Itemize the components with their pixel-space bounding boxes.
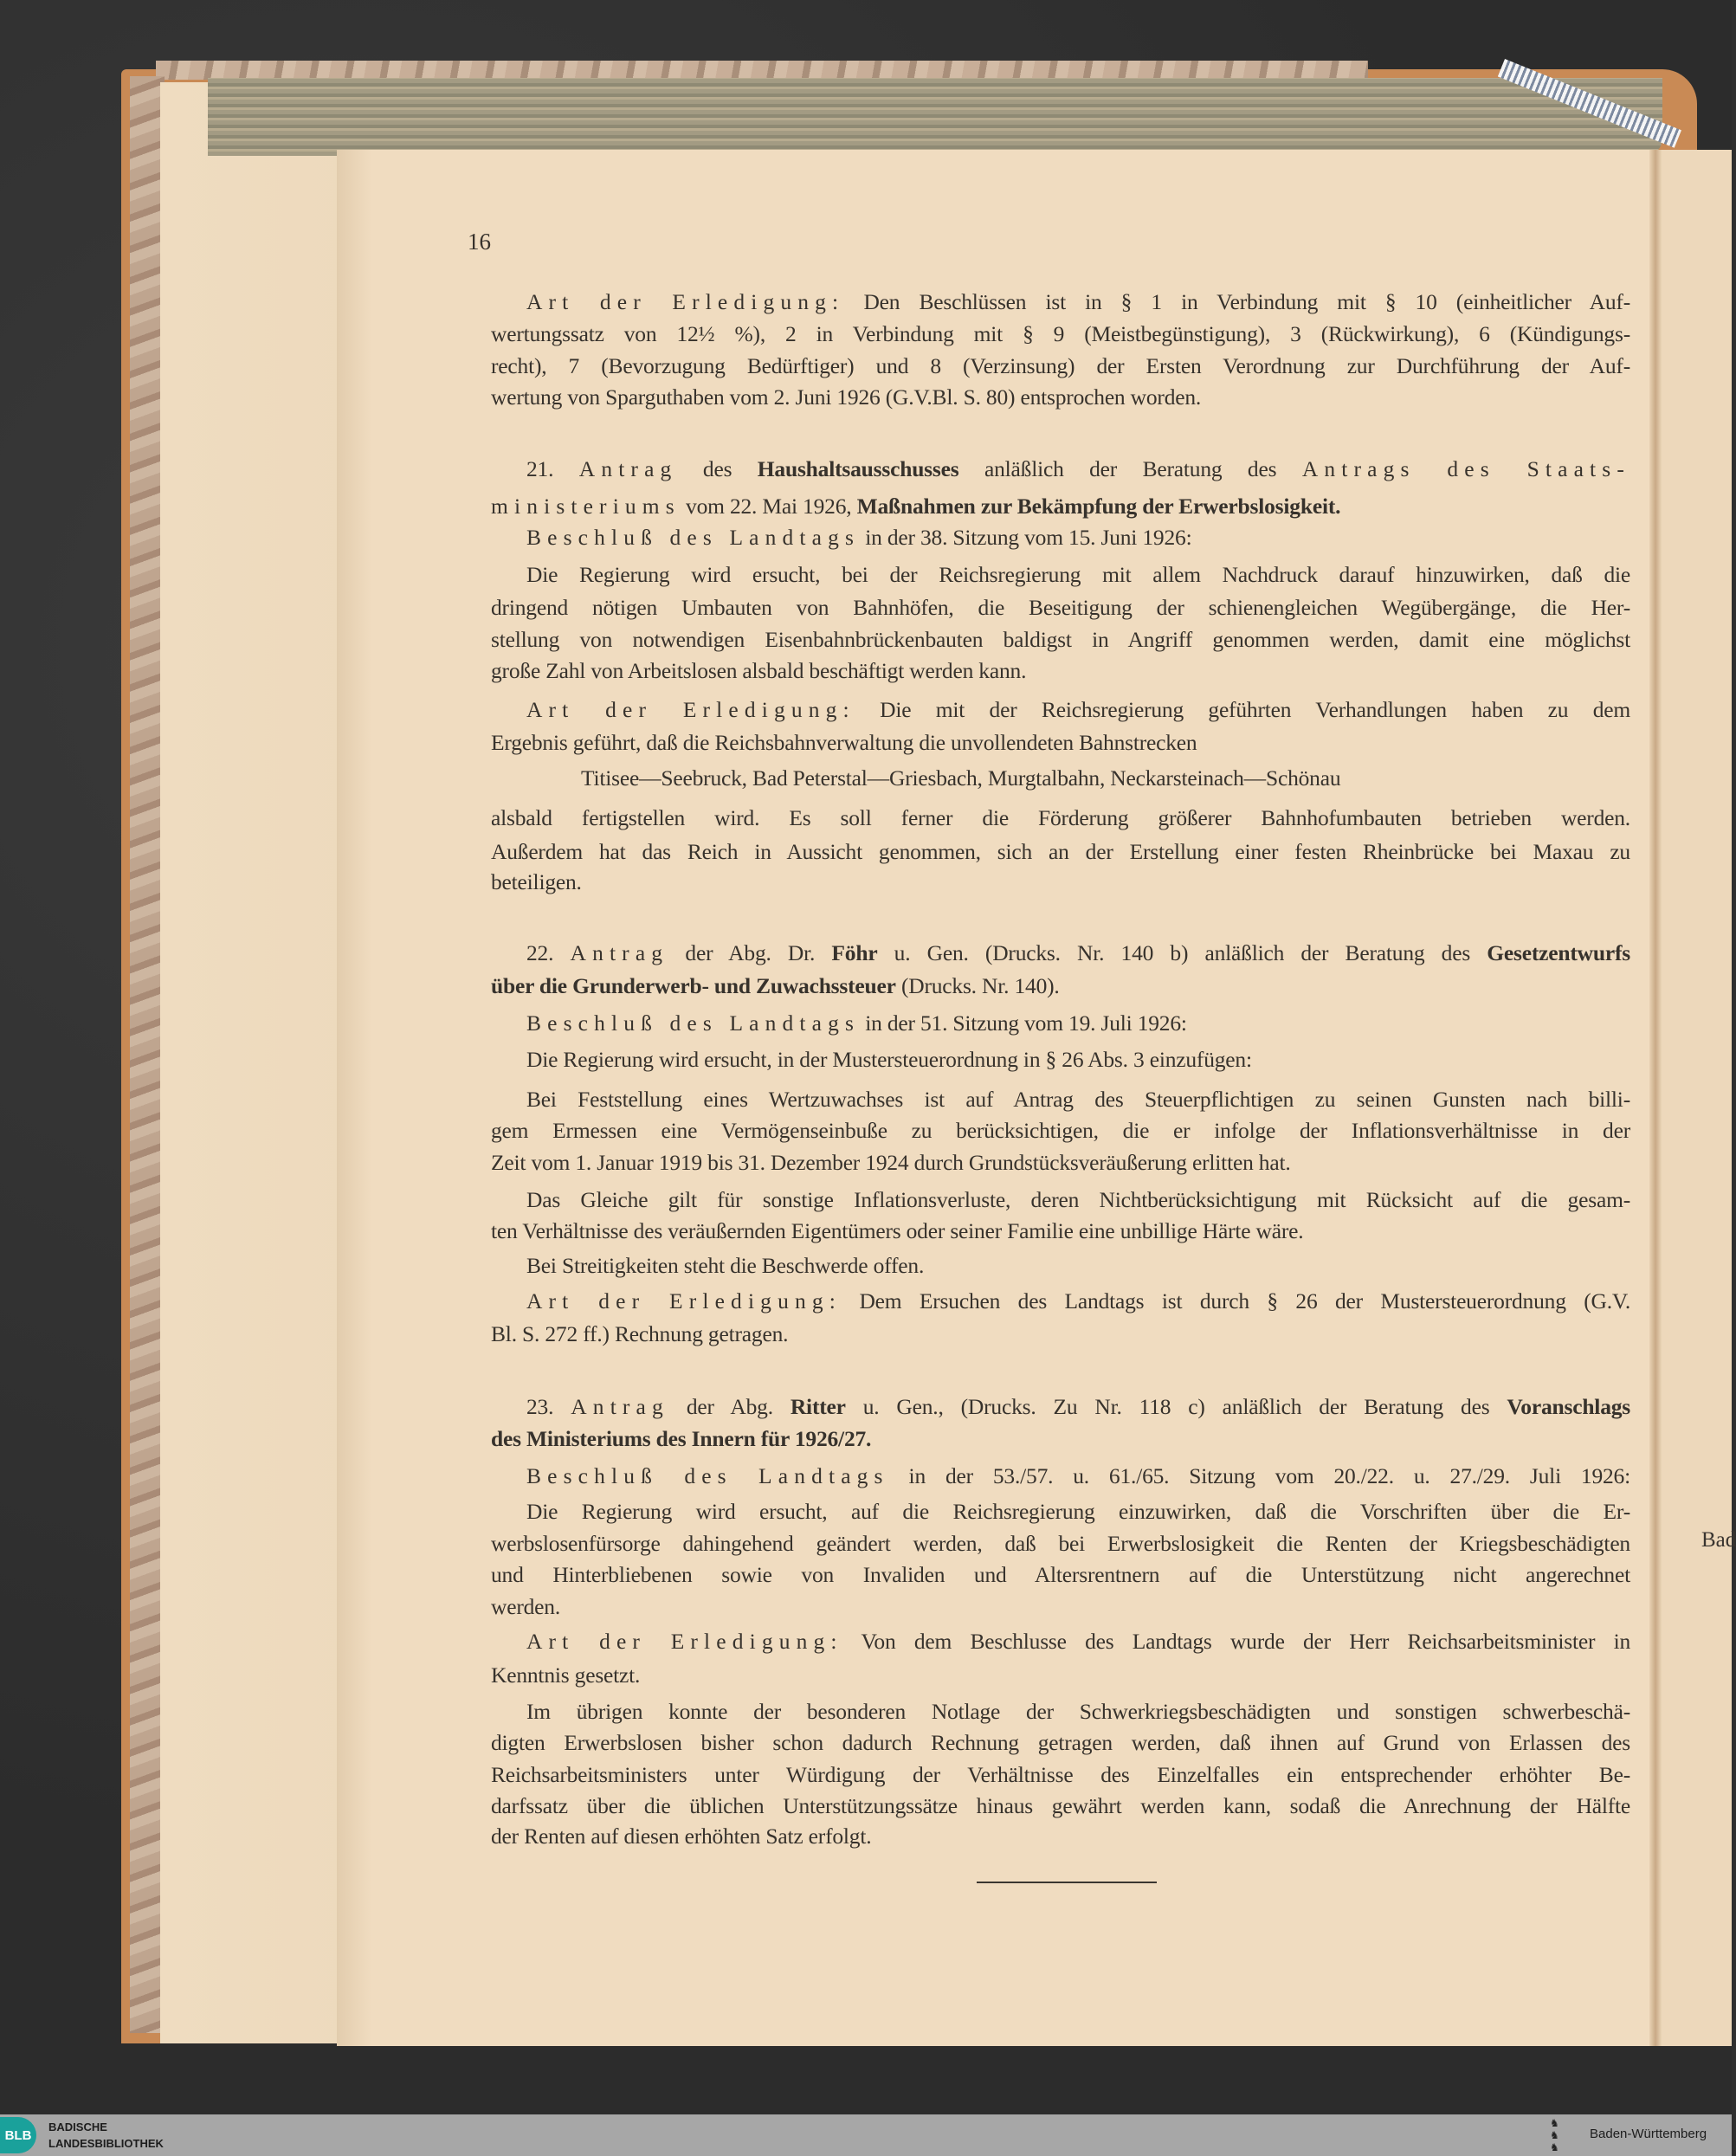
text-segment: Bei Feststellung eines Wertzuwachses ist auf Antrag des Steuerpflichtigen zu seinen Gunsten nach billi- (526, 1087, 1630, 1112)
text-segment: werbslosenfürsorge dahingehend geändert werden, daß bei Erwerbslosigkeit die Renten der Kriegsbeschädigten (491, 1531, 1630, 1556)
text-line (491, 1148, 1291, 1178)
text-line (491, 728, 1197, 758)
text-segment: 22. (526, 940, 571, 965)
text-segment: 23. (526, 1394, 571, 1419)
book-cover-marbled-edge (156, 61, 1368, 80)
bold-phrase: Gesetzentwurfs (1487, 940, 1631, 965)
text-segment: ten Verhältnisse des veräußernden Eigentümers oder seiner Familie eine unbillige Härte wäre. (491, 1218, 1304, 1243)
text-segment: Außerdem hat das Reich in Aussicht genommen, sich an der Erstellung einer festen Rheinbrücke bei Maxau zu (491, 839, 1630, 864)
text-line (526, 560, 1630, 590)
bold-phrase: Maßnahmen zur Bekämpfung der Erwerbslosigkeit. (856, 494, 1341, 519)
facing-page-text-fragment: Bad (1701, 1528, 1736, 1552)
text-segment: große Zahl von Arbeitslosen alsbald beschäftigt werden kann. (491, 658, 1027, 683)
text-line (526, 1185, 1630, 1215)
text-segment: anläßlich der Beratung des (958, 456, 1302, 481)
page-shadow (337, 150, 371, 2046)
text-line (526, 1627, 1630, 1656)
spaced-phrase: Beschluß des Landtags (526, 1010, 861, 1036)
bold-phrase: des Ministeriums des Innern für 1926/27. (491, 1426, 872, 1451)
text-line (491, 320, 1630, 349)
text-line (491, 1791, 1630, 1821)
text-segment: u. Gen., (Drucks. Zu Nr. 118 c) anläßlich der Beratung des (845, 1394, 1507, 1419)
text-segment: stellung von notwendigen Eisenbahnbrückenbauten baldigst in Angriff genommen werden, damit eine möglichst (491, 627, 1630, 652)
text-segment: vom 22. Mai 1926, (680, 494, 857, 519)
text-line (526, 523, 1191, 552)
text-line (526, 1085, 1630, 1114)
text-segment: digten Erwerbslosen bisher schon dadurch Rechnung getragen werden, daß ihnen auf Grund von Erlassen des (491, 1730, 1630, 1755)
blb-logo-text: BLB (4, 2127, 32, 2143)
spaced-phrase: Art der Erledigung: (526, 1288, 842, 1314)
facing-page (1662, 150, 1736, 2046)
text-segment: Die Regierung wird ersucht, in der Mustersteuerordnung in § 26 Abs. 3 einzufügen: (526, 1047, 1252, 1072)
text-segment: 21. (526, 456, 579, 481)
text-segment: Bl. S. 272 ff.) Rechnung getragen. (491, 1321, 789, 1346)
text-line (491, 804, 1630, 833)
library-name-line2: LANDESBIBLIOTHEK (48, 2137, 164, 2150)
text-line (491, 1116, 1630, 1146)
text-line (491, 492, 1340, 521)
text-line (491, 1217, 1303, 1246)
text-segment: der Abg. (668, 1394, 791, 1419)
page-number: 16 (468, 229, 491, 255)
text-segment: Von dem Beschlusse des Landtags wurde der Herr Reichsarbeitsminister in (842, 1629, 1631, 1654)
text-line (491, 1592, 560, 1622)
bold-phrase: über die Grunderwerb- und Zuwachssteuer (491, 973, 896, 998)
text-segment: Den Beschlüssen ist in § 1 in Verbindung mit § 10 (einheitlicher Auf- (844, 289, 1631, 314)
text-line (526, 1251, 924, 1281)
text-line (526, 1697, 1630, 1727)
text-segment: darfssatz über die üblichen Unterstützungssätze hinaus gewährt werden kann, sodaß die Anrechnung der Hälfte (491, 1793, 1630, 1818)
text-line (526, 939, 1630, 968)
text-line (491, 1320, 788, 1349)
text-segment: werden. (491, 1594, 561, 1619)
text-line (526, 1462, 1630, 1491)
text-line (491, 383, 1201, 412)
spaced-phrase: Art der Erledigung: (526, 289, 845, 314)
text-line (491, 352, 1630, 381)
text-segment: Zeit vom 1. Januar 1919 bis 31. Dezember 1924 durch Grundstücksveräußerung erlitten hat. (491, 1150, 1291, 1175)
text-segment: Die Regierung wird ersucht, auf die Reichsregierung einzuwirken, daß die Vorschriften über die Er- (526, 1499, 1630, 1524)
text-segment: Die mit der Reichsregierung geführten Verhandlungen haben zu dem (855, 697, 1630, 722)
text-segment: Titisee—Seebruck, Bad Peterstal—Griesbach, Murgtalbahn, Neckarsteinach—Schönau (581, 765, 1341, 791)
text-segment: Im übrigen konnte der besonderen Notlage der Schwerkriegsbeschädigten und sonstigen schwerbeschä- (526, 1699, 1630, 1724)
text-line (526, 1287, 1630, 1316)
text-line (491, 593, 1630, 623)
library-name-line1: BADISCHE (48, 2120, 107, 2133)
spaced-phrase: Beschluß des Landtags (526, 1463, 889, 1488)
spaced-phrase: Art der Erledigung: (526, 697, 855, 722)
text-segment: Die Regierung wird ersucht, bei der Reichsregierung mit allem Nachdruck darauf hinzuwirken, daß die (526, 562, 1630, 587)
footer-bar (0, 2114, 1732, 2156)
spaced-phrase: Antrag (578, 456, 678, 481)
text-line (581, 764, 1340, 793)
bold-phrase: Voranschlags (1507, 1394, 1631, 1419)
text-line (491, 971, 1060, 1001)
bold-phrase: Haushaltsausschusses (757, 456, 959, 481)
spaced-phrase: Antrags des Staats- (1301, 456, 1630, 481)
blb-logo[interactable] (0, 2117, 36, 2153)
text-line (491, 1560, 1630, 1590)
text-segment: recht), 7 (Bevorzugung Bedürftiger) und 8 (Verzinsung) der Ersten Verordnung zur Durchführung der Auf- (491, 353, 1630, 378)
text-segment: dringend nötigen Umbauten von Bahnhöfen, die Beseitigung der schienengleichen Wegübergänge, die Her- (491, 595, 1630, 620)
text-segment: beteiligen. (491, 869, 582, 894)
text-segment: in der 51. Sitzung vom 19. Juli 1926: (860, 1010, 1187, 1036)
text-line (491, 1822, 871, 1851)
text-segment: Kenntnis gesetzt. (491, 1662, 641, 1688)
book-spine-marbled-edge (130, 76, 165, 2033)
text-line (491, 656, 1026, 686)
spaced-phrase: Art der Erledigung: (526, 1629, 843, 1654)
text-line (526, 1009, 1187, 1038)
text-segment: Dem Ersuchen des Landtags ist durch § 26 der Mustersteuerordnung (G.V. (841, 1288, 1631, 1314)
text-line (526, 1045, 1252, 1075)
text-segment: u. Gen. (Drucks. Nr. 140 b) anläßlich der Beratung des (877, 940, 1488, 965)
text-segment: Reichsarbeitsministers unter Würdigung der Verhältnisse des Einzelfalles ein entsprechender erhöhter Be- (491, 1762, 1630, 1787)
bold-phrase: Ritter (790, 1394, 846, 1419)
text-segment: wertung von Sparguthaben vom 2. Juni 1926 (G.V.Bl. S. 80) entsprochen worden. (491, 384, 1202, 410)
text-segment: alsbald fertigstellen wird. Es soll ferner die Förderung größerer Bahnhofumbauten betrieben werden. (491, 805, 1630, 830)
text-line (526, 695, 1630, 725)
text-line (526, 1392, 1630, 1422)
text-line (491, 837, 1630, 867)
text-segment: des (677, 456, 758, 481)
state-name-logo[interactable]: Baden-Württemberg (1590, 2127, 1707, 2141)
text-line (491, 625, 1630, 655)
text-segment: der Renten auf diesen erhöhten Satz erfolgt. (491, 1824, 872, 1849)
text-line (526, 287, 1630, 317)
text-line (491, 1760, 1630, 1790)
book-gutter (1649, 150, 1662, 2046)
text-line (526, 455, 1630, 484)
text-line (491, 1529, 1630, 1559)
bold-phrase: Föhr (831, 940, 878, 965)
text-segment: (Drucks. Nr. 140). (895, 973, 1060, 998)
text-segment: Bei Streitigkeiten steht die Beschwerde offen. (526, 1253, 925, 1278)
text-line (491, 1424, 871, 1454)
text-segment: in der 38. Sitzung vom 15. Juni 1926: (860, 525, 1192, 550)
text-segment: der Abg. Dr. (668, 940, 832, 965)
text-line (491, 1728, 1630, 1758)
spaced-phrase: Antrag (571, 1394, 669, 1419)
page-top-edges (208, 78, 1662, 156)
spaced-phrase: ministeriums (491, 494, 681, 519)
text-segment: gem Ermessen eine Vermögenseinbuße zu berücksichtigen, die er infolge der Inflationsverhältnisse in der (491, 1118, 1630, 1143)
text-line (491, 868, 582, 897)
end-rule-divider (977, 1882, 1157, 1883)
lions-coat-of-arms-icon: ♞ ♞ ♞ (1550, 2117, 1559, 2153)
spaced-phrase: Beschluß des Landtags (526, 525, 861, 550)
text-segment: und Hinterbliebenen sowie von Invaliden und Altersrentnern auf die Unterstützung nicht angerechnet (491, 1562, 1630, 1587)
text-line (526, 1497, 1630, 1527)
text-line (491, 1661, 640, 1690)
text-segment: Das Gleiche gilt für sonstige Inflationsverluste, deren Nichtberücksichtigung mit Rücksicht auf die gesam- (526, 1187, 1630, 1212)
text-segment: in der 53./57. u. 61./65. Sitzung vom 20./22. u. 27./29. Juli 1926: (888, 1463, 1630, 1488)
spaced-phrase: Antrag (570, 940, 669, 965)
library-name[interactable] (48, 2119, 164, 2152)
text-segment: Ergebnis geführt, daß die Reichsbahnverwaltung die unvollendeten Bahnstrecken (491, 730, 1197, 755)
text-segment: wertungssatz von 12½ %), 2 in Verbindung mit § 9 (Meistbegünstigung), 3 (Rückwirkung), 6 (Kündigungs- (491, 321, 1630, 346)
